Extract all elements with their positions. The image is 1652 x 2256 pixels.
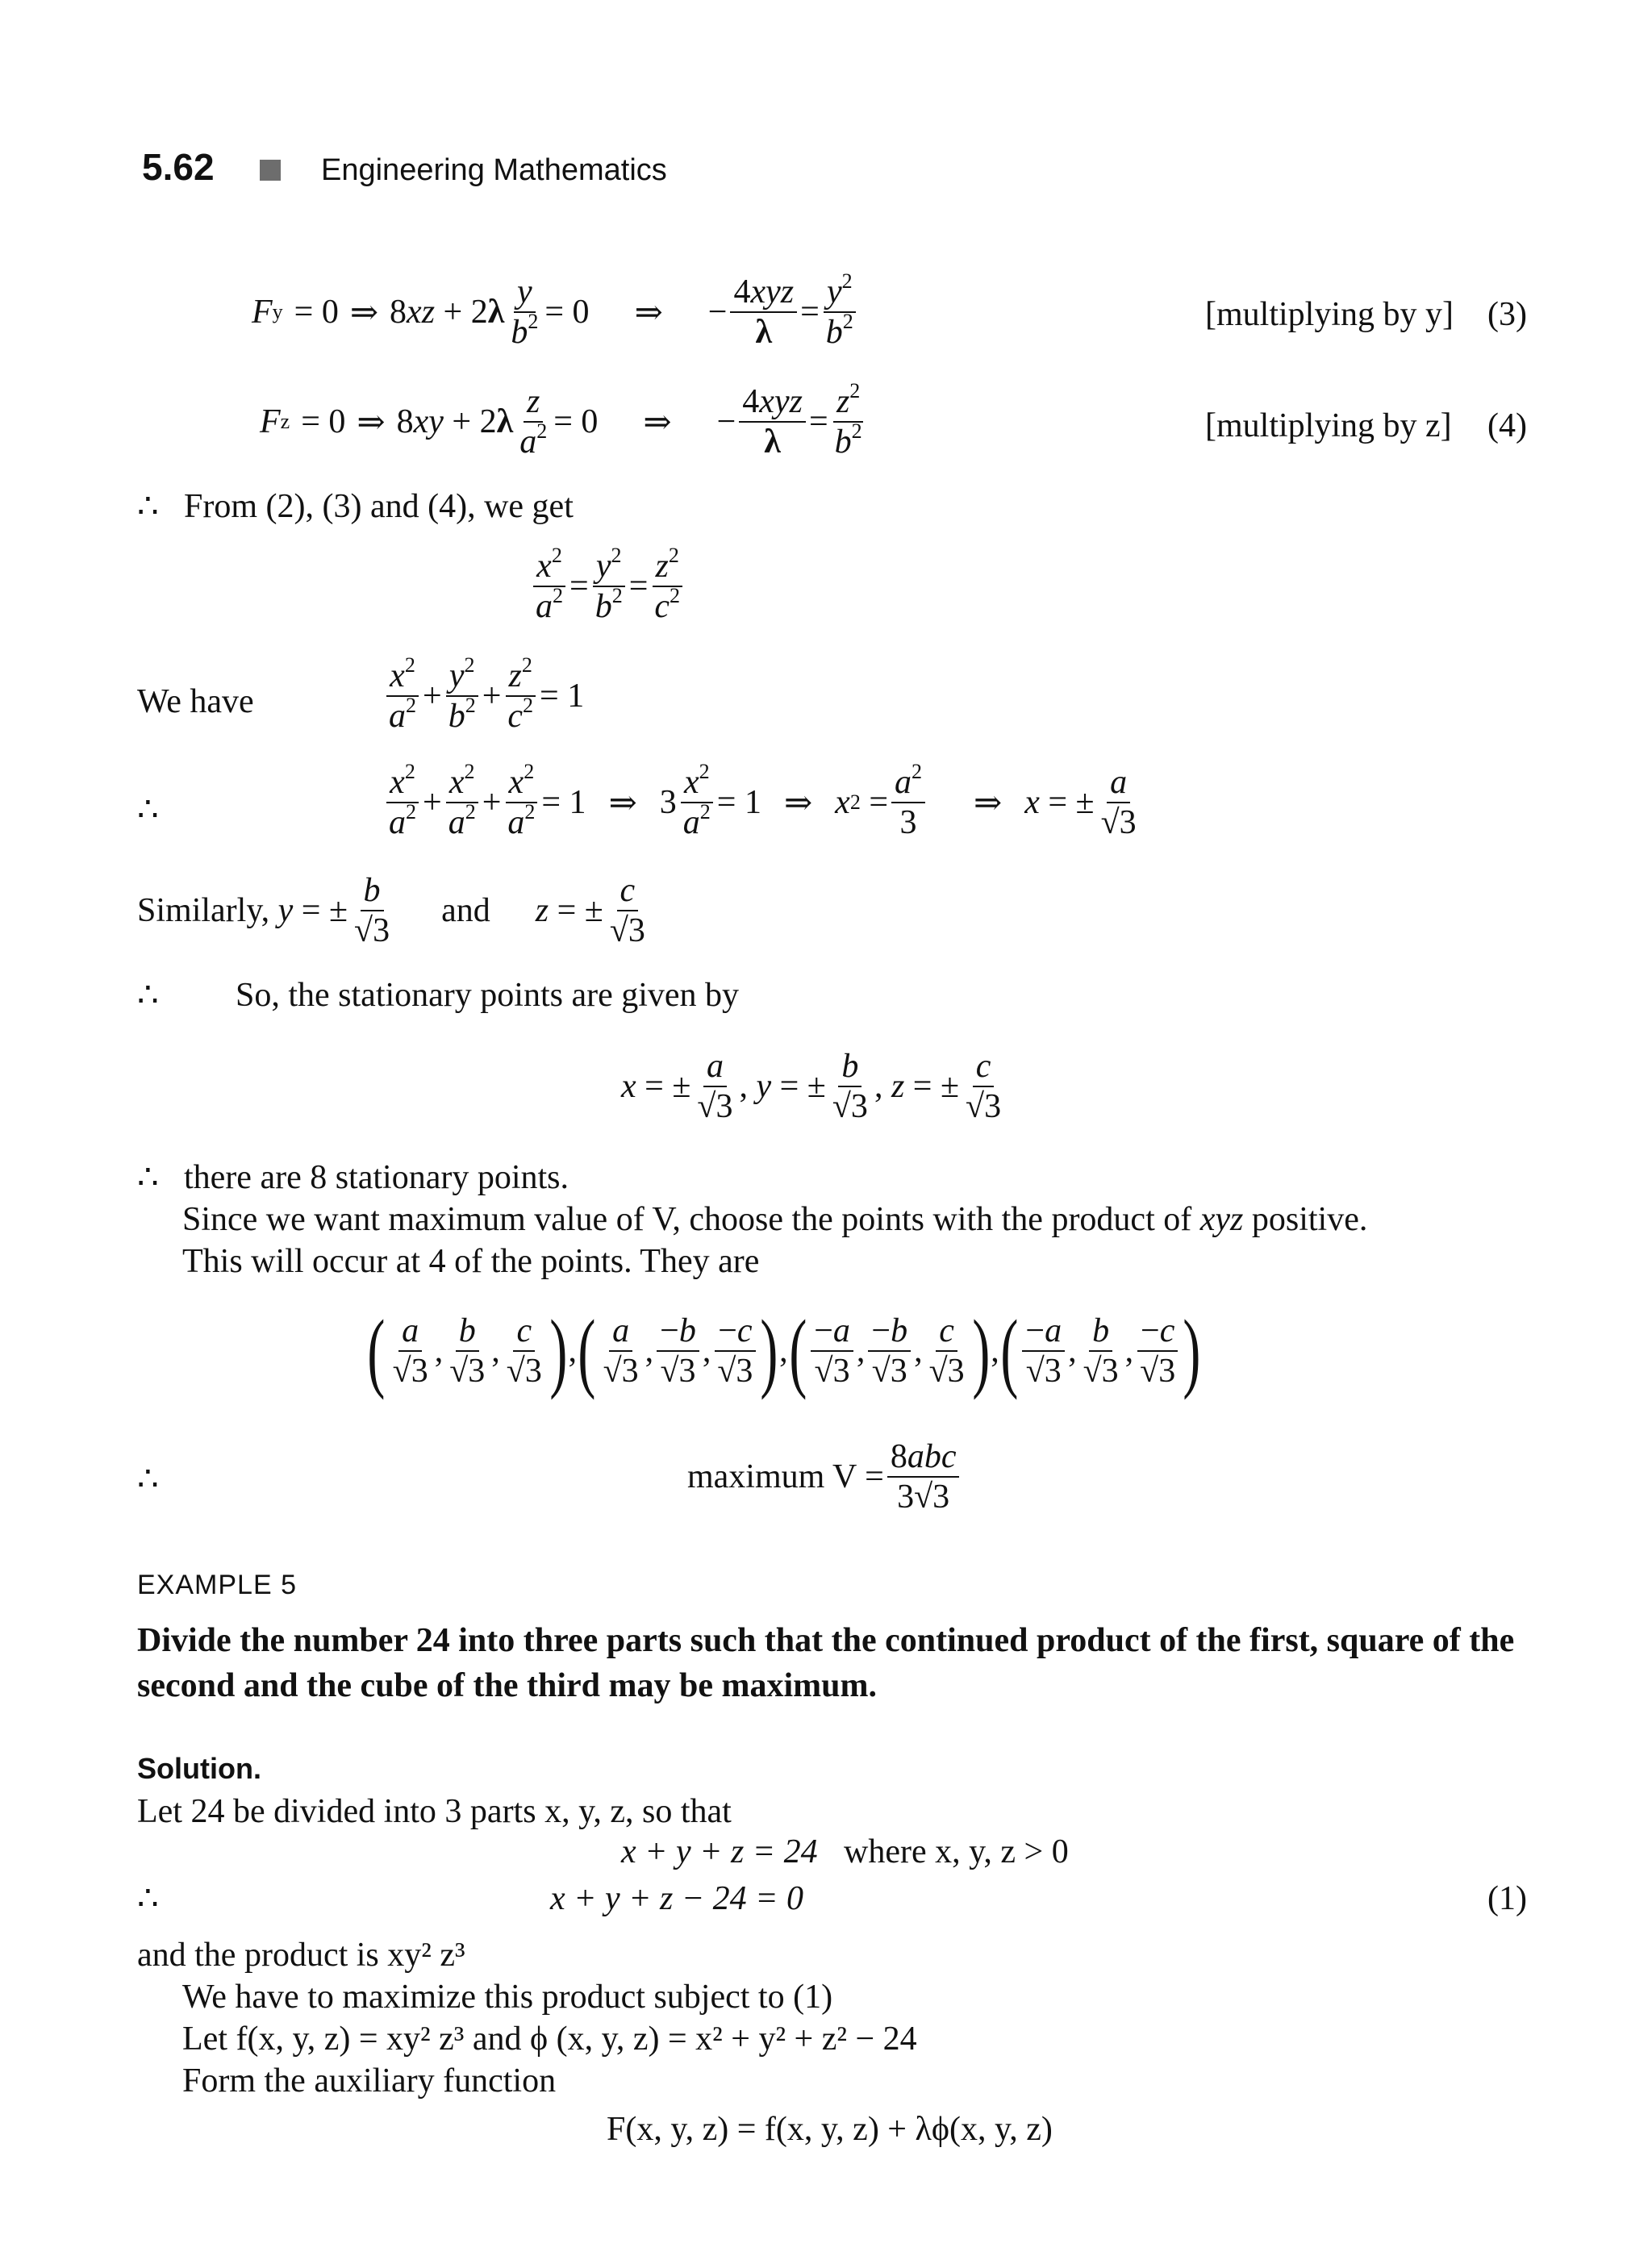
product-line: and the product is xy² z³ — [137, 1937, 465, 1974]
problem-line-1: Divide the number 24 into three parts such that the continued product of the first, square of the — [137, 1622, 1515, 1659]
form-line: Form the auxiliary function — [182, 2062, 557, 2100]
let-f-line: Let f(x, y, z) = xy² z³ and ϕ (x, y, z) = x² + y² + z² − 24 — [182, 2020, 917, 2058]
maximum-v-equation: maximum V = $\frac{\text{8abc}}{3√3}$ — [687, 1439, 962, 1515]
similarly-equation: Similarly, y = ± $\frac{b}{√3}$ and z = ± $\frac{c}{√3}$ — [137, 872, 645, 950]
maximum-v-label: maximum V = — [687, 1458, 884, 1496]
since-line: Since we want maximum value of V, choose the points with the product of xyz positive. — [182, 1201, 1368, 1238]
let-line: Let 24 be divided into 3 parts x, y, z, so that — [137, 1793, 732, 1830]
therefore-symbol: ∴ — [137, 488, 159, 525]
auxiliary-function: F(x, y, z) = f(x, y, z) + λϕ(x, y, z) — [607, 2111, 1053, 2148]
fz-equation-number: (4) — [1487, 407, 1527, 444]
problem-line-2: second and the cube of the third may be maximum. — [137, 1667, 878, 1704]
therefore-symbol: ∴ — [137, 1159, 159, 1196]
therefore-symbol: ∴ — [137, 1880, 159, 1917]
book-title: Engineering Mathematics — [321, 153, 667, 187]
stationary-points-equation: x = ± $\frac{a}{√3}$ , y = ± $\frac{b}{√3}$ , z = ± $\frac{c}{√3}$ — [621, 1048, 1002, 1126]
occur-line: This will occur at 4 of the points. They are — [182, 1243, 760, 1280]
page-number: 5.62 — [142, 146, 215, 188]
equation-number-1: (1) — [1487, 1880, 1527, 1917]
we-have-label: We have — [137, 683, 254, 720]
fy-note: [multiplying by y] — [1205, 296, 1454, 333]
therefore-symbol: ∴ — [137, 1461, 159, 1498]
ratio-equation: $\frac{x^2}{a^2}$ = $\frac{y^2}{b^2}$ = $\frac{z^2}{c^2}$ — [529, 548, 686, 624]
x-solution-equation: $\frac{x^2}{a^2}$ + $\frac{x^2}{a^2}$ + $\frac{x^2}{a^2}$ = 1 ⇒ 3 $\frac{x^2}{a^2}$ = 1 ⇒ x 2 = $\frac{a^2}{3}$ ⇒ x = ± $\frac{a}{√3}$ — [382, 765, 1143, 840]
and-label: and — [441, 892, 490, 930]
constraint-equation: x + y + z = 24 — [621, 1833, 818, 1870]
ellipsoid-equation: $\frac{x^2}{a^2}$ + $\frac{y^2}{b^2}$ + $\frac{z^2}{c^2}$ = 1 — [382, 658, 584, 734]
from-line: From (2), (3) and (4), we get — [184, 488, 574, 525]
therefore-symbol: ∴ — [137, 791, 159, 828]
fy-equation: F y = 0 ⇒ 8 xz + 2 λ $\frac{y}{b^2}$ = 0 ⇒ − $\frac{\text{4xyz}}{\lambda}$ = $\frac{y^2}{b^2}$ — [252, 274, 860, 350]
maximize-line: We have to maximize this product subject to (1) — [182, 1979, 833, 2016]
fy-equation-number: (3) — [1487, 296, 1527, 333]
solution-label: Solution. — [137, 1752, 261, 1785]
four-points-list: ( $\frac{a}{√3}$ , $\frac{b}{√3}$ , $\frac{c}{√3}$ ) , ( $\frac{a}{√3}$ , $\frac{-b}{√3}$ , $\frac{-c}{√3}$ ) , ( $\frac{-a}{√3}$ , $\frac{-b}{√3}$ , $\frac{c}{√3}$ ) , ( $\frac{-a}{√3}$ , $\frac{b}{√3}$ , $\frac{-c}{√3}$ ) — [367, 1302, 1201, 1400]
fz-note: [multiplying by z] — [1205, 407, 1452, 444]
constraint-condition: where x, y, z > 0 — [844, 1833, 1069, 1870]
therefore-symbol: ∴ — [137, 977, 159, 1014]
stationary-given-line: So, the stationary points are given by — [236, 977, 740, 1014]
example-label: EXAMPLE 5 — [137, 1570, 297, 1600]
eight-points-line: there are 8 stationary points. — [184, 1159, 569, 1196]
header-square-icon — [260, 160, 281, 181]
similarly-label: Similarly, — [137, 892, 270, 930]
fz-equation: F z = 0 ⇒ 8 xy + 2 λ $\frac{z}{a^2}$ = 0 ⇒ − $\frac{\text{4xyz}}{\lambda}$ = $\frac{z^2}{b^2}$ — [260, 379, 862, 461]
constraint-equation-2: x + y + z − 24 = 0 — [550, 1880, 803, 1917]
